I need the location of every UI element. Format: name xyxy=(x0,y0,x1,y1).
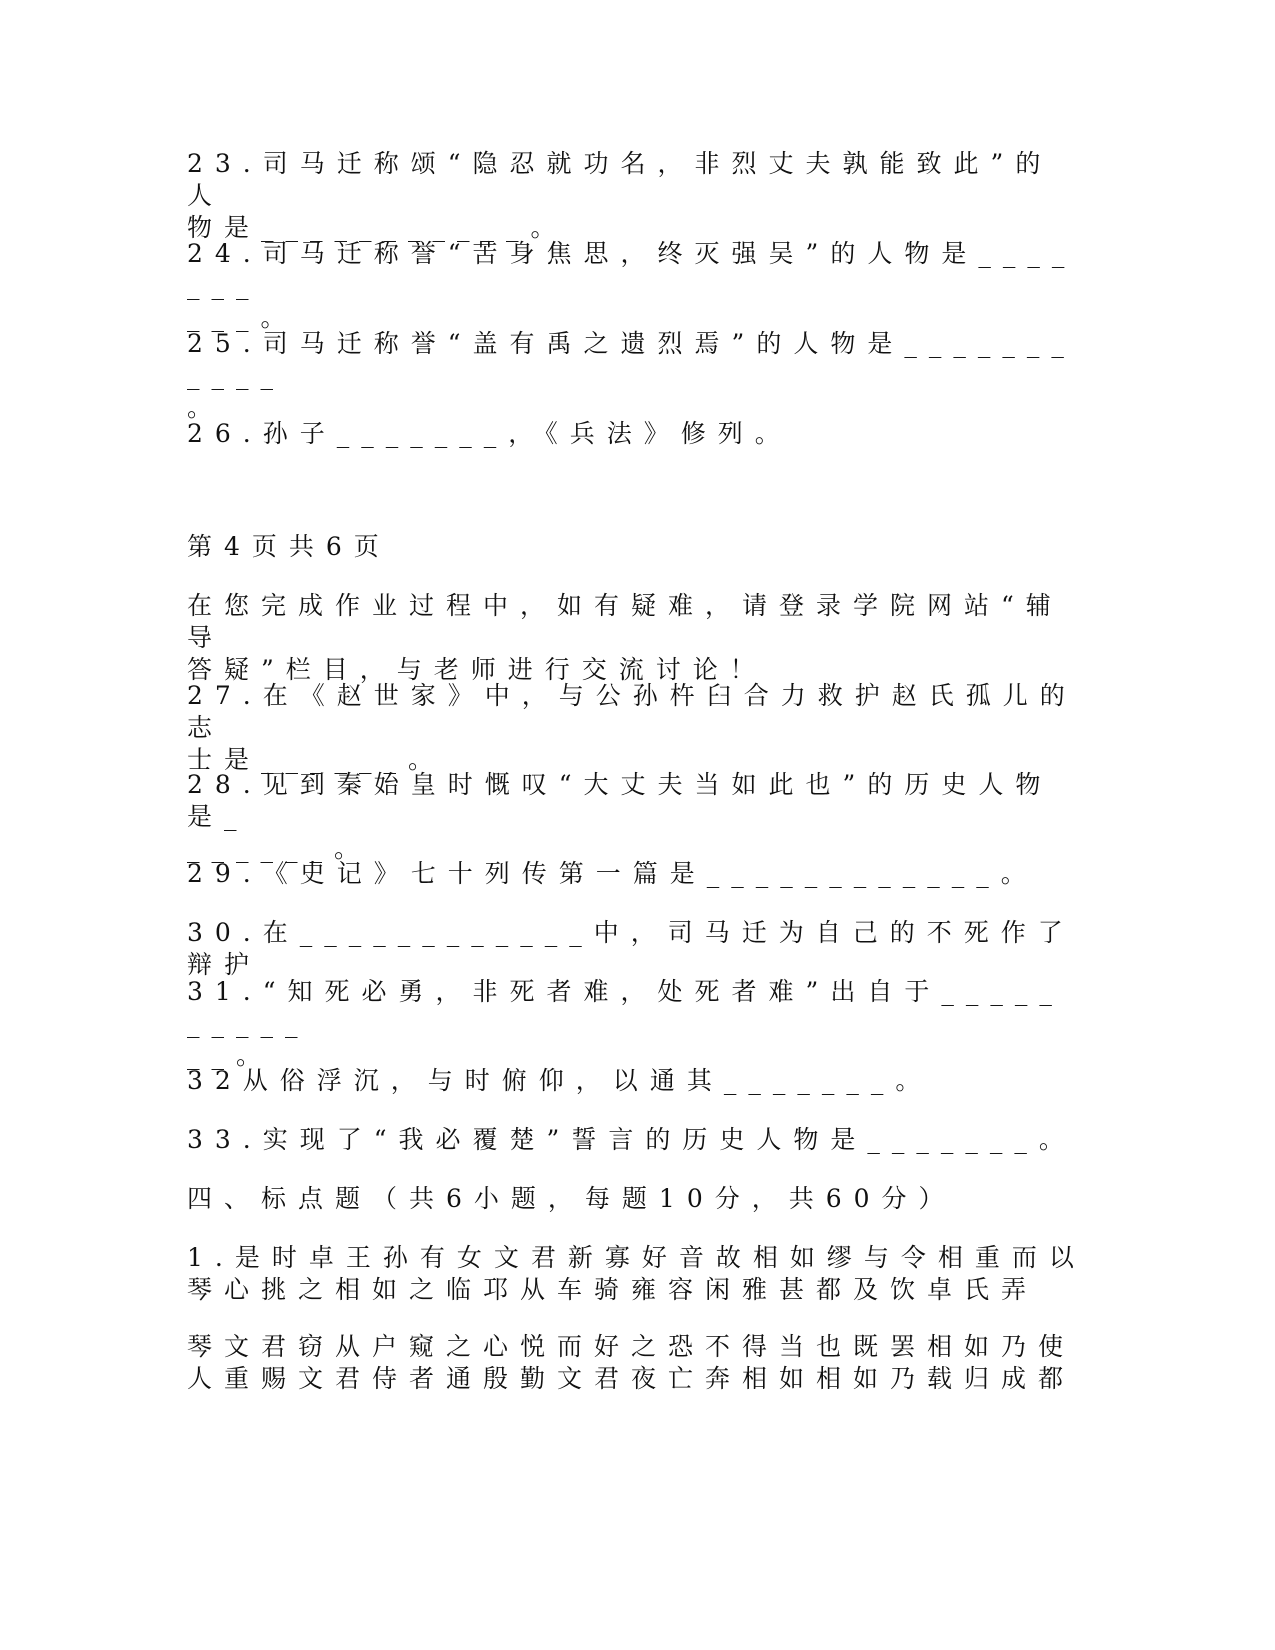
page-number: 第4页共6页 xyxy=(187,532,391,561)
question-29: 29.《史记》七十列传第一篇是____________。 xyxy=(187,859,1038,888)
question-28: 28.见到秦始皇时慨叹“大丈夫当如此也”的历史人物是_ ______。 xyxy=(187,770,1053,863)
question-25: 25.司马迁称誉“盖有禹之遗烈焉”的人物是___________ 。 xyxy=(187,329,1076,422)
question-26: 26.孙子_______，《兵法》修列。 xyxy=(187,419,792,448)
punctuation-passage-continued: 琴文君窃从户窥之心悦而好之恐不得当也既罢相如乃使 人重赐文君侍者通殷勤文君夜亡奔相如相如乃载归成都 xyxy=(187,1332,1076,1393)
section-heading-punctuation: 四、标点题（共6小题，每题10分，共60分） xyxy=(187,1184,956,1213)
question-33: 33.实现了“我必覆楚”誓言的历史人物是_______。 xyxy=(187,1125,1076,1154)
help-notice: 在您完成作业过程中，如有疑难，请登录学院网站“辅导 答疑”栏目，与老师进行交流讨论！ xyxy=(187,591,1063,684)
question-30: 30.在____________中，司马迁为自己的不死作了辩护 xyxy=(187,918,1075,979)
question-31: 31.“知死必勇，非死者难，处死者难”出自于__________ __。 xyxy=(187,977,1064,1070)
punctuation-question-1: 1.是时卓王孙有女文君新寡好音故相如缪与令相重而以 琴心挑之相如之临邛从车骑雍容闲雅甚都及饮卓氏弄 xyxy=(187,1243,1086,1304)
question-23: 23.司马迁称颂“隐忍就功名，非烈丈夫孰能致此”的人 物是___________。 xyxy=(187,149,1053,242)
question-27: 27.在《赵世家》中，与公孙杵臼合力救护赵氏孤儿的志 士是______。 xyxy=(187,681,1077,774)
question-32: 32从俗浮沉，与时俯仰，以通其_______。 xyxy=(187,1066,933,1095)
question-24: 24.司马迁称誉“苦身焦思，终灭强吴”的人物是_______ ___。 xyxy=(187,239,1077,332)
